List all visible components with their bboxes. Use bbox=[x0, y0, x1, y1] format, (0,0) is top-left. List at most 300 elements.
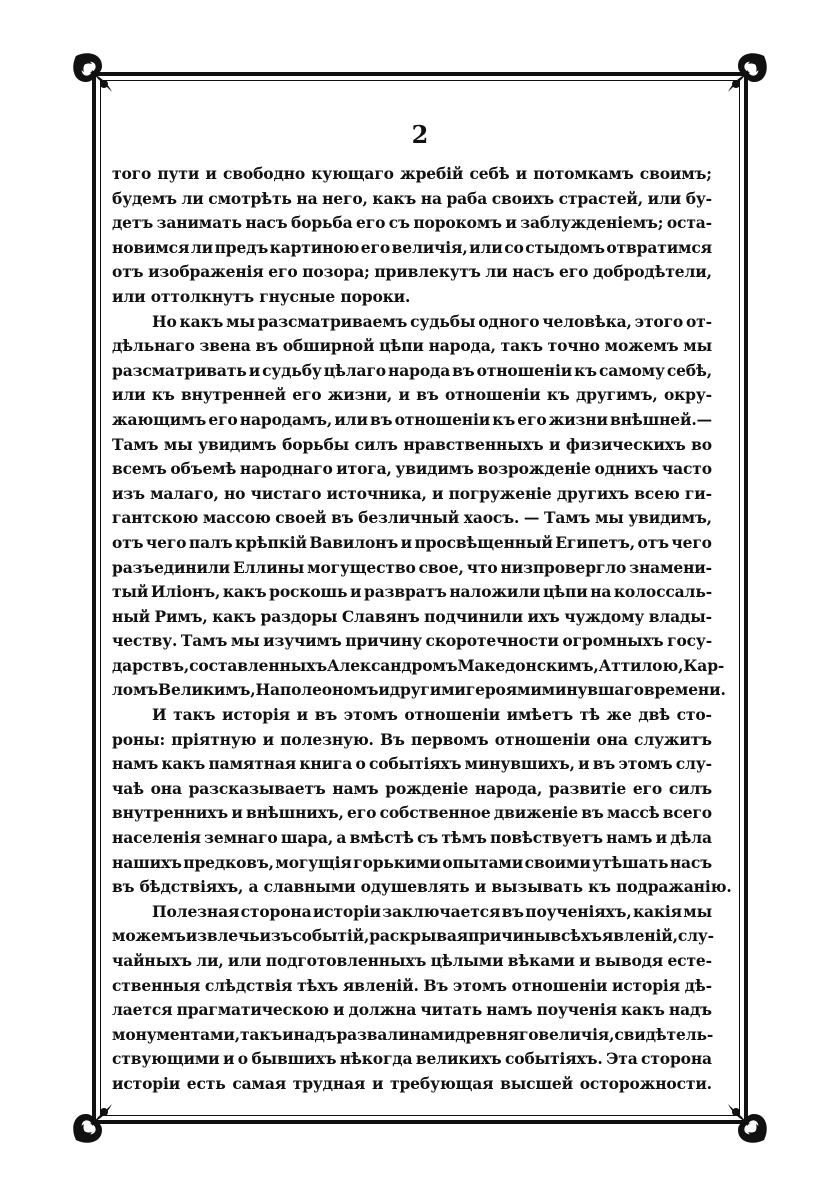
text-word: въ bbox=[314, 705, 338, 725]
text-word: причину bbox=[345, 631, 422, 651]
text-word: мы bbox=[683, 336, 712, 356]
text-word: мы bbox=[230, 631, 260, 651]
text-word: могущія bbox=[275, 852, 352, 872]
text-word: и bbox=[549, 434, 561, 454]
text-word: всемъ bbox=[112, 459, 167, 479]
text-word: Славянъ bbox=[341, 606, 420, 626]
text-word: гантскою bbox=[112, 508, 199, 528]
text-word: какъ bbox=[212, 606, 256, 626]
text-word: Но bbox=[152, 311, 177, 331]
text-word: и bbox=[400, 532, 412, 552]
text-word: намъ bbox=[486, 1000, 533, 1020]
text-line bbox=[112, 260, 712, 285]
text-word: и bbox=[350, 582, 362, 602]
text-word: требующая bbox=[390, 1073, 494, 1093]
text-word: тѣ bbox=[579, 705, 600, 725]
text-word: роны: bbox=[112, 729, 166, 749]
text-word: внутреннихъ bbox=[112, 803, 229, 823]
text-word: и bbox=[231, 803, 243, 823]
text-line bbox=[112, 433, 712, 458]
text-word: вѣками bbox=[507, 951, 575, 970]
text-word: его bbox=[292, 385, 322, 405]
text-word: намъ bbox=[332, 778, 379, 798]
text-word: раздоры bbox=[260, 606, 338, 626]
text-word: цѣлыми bbox=[430, 951, 504, 970]
text-line bbox=[112, 875, 732, 900]
text-word: него, bbox=[322, 188, 368, 208]
text-word: позора; bbox=[302, 262, 370, 282]
text-word: вмѣстѣ bbox=[349, 828, 414, 848]
text-word: въ bbox=[255, 336, 278, 356]
text-word: И bbox=[152, 705, 167, 725]
body-text bbox=[112, 162, 732, 1097]
text-word: Македонскимъ, bbox=[457, 655, 599, 675]
text-word: въ bbox=[416, 385, 439, 405]
text-word: раскрывая bbox=[369, 926, 469, 946]
text-word: оста- bbox=[666, 213, 712, 233]
text-word: памятная bbox=[208, 754, 297, 774]
text-word: тѣхъ bbox=[297, 975, 339, 995]
text-word: жизни bbox=[548, 409, 608, 429]
text-word: занимать bbox=[156, 213, 242, 233]
text-word: Еллины bbox=[232, 557, 305, 577]
text-word: служитъ bbox=[634, 729, 712, 749]
text-line bbox=[112, 605, 712, 630]
text-word: Полезная bbox=[152, 901, 240, 921]
text-word: часто bbox=[661, 459, 712, 479]
text-word: и bbox=[505, 213, 517, 233]
text-word: о bbox=[355, 754, 366, 774]
text-word: себѣ, bbox=[666, 360, 712, 380]
text-word: добродѣтели, bbox=[592, 262, 712, 282]
text-word: можемъ bbox=[112, 926, 186, 946]
text-word: увидимъ bbox=[395, 459, 474, 479]
text-word: массою bbox=[202, 508, 271, 528]
text-word: борьбы bbox=[282, 434, 350, 454]
text-word: точно bbox=[547, 336, 600, 356]
text-word: всѣхъ bbox=[550, 926, 602, 946]
text-word: движеніе bbox=[493, 803, 578, 823]
text-word: силъ bbox=[354, 434, 398, 454]
text-word: со bbox=[504, 237, 524, 257]
text-line bbox=[112, 851, 712, 876]
text-word: разсматриваемъ bbox=[257, 311, 408, 331]
text-line bbox=[112, 777, 712, 802]
text-word: звена bbox=[199, 336, 251, 356]
text-word: земнаго bbox=[204, 828, 278, 848]
text-line bbox=[112, 924, 712, 949]
text-word: исторія bbox=[221, 705, 290, 725]
text-line bbox=[112, 678, 726, 703]
text-word: сто- bbox=[676, 705, 712, 725]
text-word: насъ bbox=[512, 262, 555, 282]
text-word: изучимъ bbox=[263, 631, 342, 651]
text-line bbox=[112, 580, 712, 605]
text-word: внѣшней.— bbox=[610, 409, 712, 429]
text-word: повѣствуетъ bbox=[490, 828, 603, 848]
text-word: другимъ, bbox=[575, 385, 658, 405]
text-word: изъ bbox=[112, 483, 145, 503]
text-word: его bbox=[208, 409, 238, 429]
text-word: увидимъ bbox=[198, 434, 277, 454]
text-word: она bbox=[596, 729, 628, 749]
text-word: подчинили bbox=[424, 606, 523, 626]
text-word: отношеніи bbox=[511, 975, 608, 995]
text-word: къ bbox=[546, 385, 570, 405]
text-line bbox=[112, 654, 725, 679]
text-word: Аттилою, bbox=[598, 655, 684, 675]
text-word: намъ bbox=[606, 828, 653, 848]
text-word: новимся bbox=[112, 237, 190, 257]
text-word: тѣмъ bbox=[441, 828, 487, 848]
text-word: и bbox=[262, 729, 274, 749]
text-word: или bbox=[647, 188, 682, 208]
text-word: и bbox=[578, 754, 590, 774]
text-line bbox=[112, 752, 712, 777]
text-line-content: въ бѣдствіяхъ, а славными одушевлять и вызывать къ подражанію. bbox=[112, 877, 732, 897]
text-word: Тамъ bbox=[112, 434, 159, 454]
text-line bbox=[112, 310, 712, 335]
text-word: событіяхъ. bbox=[504, 1049, 603, 1069]
text-word: самая bbox=[232, 1073, 287, 1093]
text-word: поученіяхъ, bbox=[525, 901, 632, 921]
text-word: цѣпи bbox=[379, 336, 424, 356]
text-word: предъ bbox=[214, 237, 269, 257]
text-word: физическихъ bbox=[565, 434, 686, 454]
text-line bbox=[112, 1023, 712, 1048]
text-word: нашихъ bbox=[112, 852, 182, 872]
text-word: полезную. bbox=[280, 729, 374, 749]
text-line bbox=[112, 949, 712, 974]
text-word: внутренней bbox=[180, 385, 286, 405]
text-word: своей bbox=[275, 508, 327, 528]
text-word: Тамъ bbox=[180, 631, 228, 651]
text-word: ихъ bbox=[527, 606, 560, 626]
text-word: чего bbox=[145, 532, 187, 552]
text-word: ственныя bbox=[112, 975, 201, 995]
text-word: Великимъ, bbox=[158, 680, 256, 700]
text-word: потомкамъ bbox=[533, 164, 634, 183]
text-word: есте- bbox=[667, 951, 712, 970]
page-number: 2 bbox=[411, 120, 429, 149]
text-line-content: или оттолкнутъ гнусные пороки. bbox=[112, 286, 411, 306]
text-line bbox=[112, 359, 712, 384]
text-word: высшей bbox=[500, 1073, 573, 1093]
text-word: народнаго bbox=[239, 459, 333, 479]
text-word: такъ bbox=[500, 336, 543, 356]
text-line bbox=[112, 556, 712, 581]
text-word: какія bbox=[632, 901, 682, 921]
text-word: внѣшнихъ, bbox=[246, 803, 344, 823]
text-word: книга bbox=[299, 754, 353, 774]
text-word: монументами, bbox=[112, 1024, 240, 1044]
text-word: — bbox=[523, 508, 540, 528]
text-word: должна bbox=[348, 1000, 417, 1020]
text-word: жизни, bbox=[327, 385, 393, 405]
text-word: страстей, bbox=[558, 188, 644, 208]
text-line bbox=[112, 826, 712, 851]
text-word: и bbox=[655, 828, 667, 848]
text-word: надъ bbox=[293, 1024, 337, 1044]
text-word: выводя bbox=[594, 951, 664, 970]
text-word: его bbox=[559, 262, 589, 282]
text-word: жребій bbox=[400, 164, 464, 183]
text-word: влады- bbox=[648, 606, 712, 626]
text-word: ломъ bbox=[112, 680, 159, 700]
text-word: утѣшать bbox=[592, 852, 669, 872]
text-word: народа, bbox=[474, 778, 543, 798]
text-word: Тамъ bbox=[543, 508, 591, 528]
corner-ornament-icon bbox=[708, 1084, 772, 1148]
text-word: заключается bbox=[382, 901, 501, 921]
text-word: но bbox=[223, 483, 246, 503]
text-word: отъ bbox=[112, 532, 144, 552]
text-word: явленій, bbox=[601, 926, 678, 946]
text-word: времени. bbox=[643, 680, 726, 700]
text-word: населенія bbox=[112, 828, 201, 848]
text-word: что bbox=[466, 557, 498, 577]
text-word: цѣлаго bbox=[323, 360, 386, 380]
text-line bbox=[112, 506, 712, 531]
text-word: такъ bbox=[239, 1024, 283, 1044]
text-word: разъединили bbox=[112, 557, 230, 577]
text-word: и bbox=[515, 164, 528, 183]
text-word: или bbox=[334, 409, 368, 429]
text-word: возрожденіе bbox=[477, 459, 591, 479]
text-word: цѣпи bbox=[542, 582, 588, 602]
text-word: бывшихъ bbox=[251, 1049, 337, 1069]
text-word: же bbox=[606, 705, 632, 725]
text-line bbox=[112, 801, 712, 826]
text-word: двѣ bbox=[638, 705, 670, 725]
text-line bbox=[112, 728, 712, 753]
text-word: великихъ bbox=[415, 1049, 502, 1069]
text-word: пути bbox=[157, 164, 200, 183]
text-word: низпровергло bbox=[500, 557, 627, 577]
text-word: отъ bbox=[637, 532, 669, 552]
text-line bbox=[112, 531, 712, 556]
text-word: просвѣщенный bbox=[414, 532, 553, 552]
text-word: въ bbox=[331, 508, 354, 528]
text-word: и bbox=[205, 164, 217, 183]
text-word: и bbox=[282, 1024, 294, 1044]
text-word: другихъ bbox=[556, 483, 630, 503]
text-word: ли bbox=[485, 262, 508, 282]
text-word: какъ bbox=[372, 188, 417, 208]
text-word: ли bbox=[181, 188, 204, 208]
text-word: обширной bbox=[282, 336, 375, 356]
text-word: осторожности. bbox=[579, 1073, 712, 1093]
text-word: есть bbox=[186, 1073, 226, 1093]
text-word: она bbox=[150, 778, 182, 798]
text-word: пріятную bbox=[171, 729, 257, 749]
text-word: разсказываетъ bbox=[188, 778, 326, 798]
text-word: его bbox=[360, 237, 391, 257]
text-word: причины bbox=[468, 926, 551, 946]
text-word: или bbox=[112, 385, 146, 405]
text-word: сторона bbox=[240, 901, 312, 921]
text-word: жающимъ bbox=[112, 409, 207, 429]
text-word: въ bbox=[501, 901, 524, 921]
text-word: всею bbox=[634, 483, 680, 503]
text-word: наложили bbox=[449, 582, 541, 602]
text-word: дѣла bbox=[670, 828, 712, 848]
text-word: въ bbox=[370, 409, 393, 429]
text-word: собственное bbox=[379, 803, 491, 823]
text-word: къ bbox=[574, 360, 597, 380]
text-word: народамъ, bbox=[239, 409, 333, 429]
text-word: порокомъ bbox=[413, 213, 502, 233]
corner-ornament-icon bbox=[68, 48, 132, 112]
text-word: дарствъ, bbox=[112, 655, 190, 675]
text-word: можемъ bbox=[604, 336, 679, 356]
text-word: его bbox=[632, 778, 663, 798]
text-word: мы bbox=[683, 901, 712, 921]
text-word: безличный bbox=[358, 508, 460, 528]
text-word: событіяхъ bbox=[368, 754, 462, 774]
text-word: увидимъ, bbox=[628, 508, 712, 528]
text-word: Александромъ bbox=[326, 655, 458, 675]
text-word: Въ bbox=[423, 975, 449, 995]
text-word: и bbox=[398, 385, 410, 405]
text-word: честву. bbox=[112, 631, 178, 651]
text-word: и bbox=[579, 951, 591, 970]
text-word: развитіе bbox=[548, 778, 627, 798]
text-line bbox=[112, 383, 712, 408]
text-word: исторіи bbox=[312, 901, 381, 921]
text-word: свидѣтель- bbox=[614, 1024, 714, 1044]
text-word: поученія bbox=[536, 1000, 617, 1020]
text-word: или bbox=[227, 951, 262, 970]
text-word: смотрѣть bbox=[208, 188, 292, 208]
text-word: источника, bbox=[326, 483, 427, 503]
text-line bbox=[112, 974, 712, 999]
text-word: свободно bbox=[222, 164, 306, 183]
text-word: насъ bbox=[245, 213, 288, 233]
text-word: отношеніи bbox=[394, 409, 491, 429]
text-word: минувшаго bbox=[541, 680, 644, 700]
text-word: детъ bbox=[112, 213, 154, 233]
text-word: ный bbox=[112, 606, 150, 626]
text-word: героями bbox=[465, 680, 542, 700]
text-word: огромныхъ bbox=[562, 631, 664, 651]
text-word: ли, bbox=[196, 951, 224, 970]
text-word: какъ bbox=[222, 582, 267, 602]
text-word: кующаго bbox=[311, 164, 394, 183]
text-line bbox=[112, 1047, 712, 1072]
text-word: стыдомъ bbox=[525, 237, 605, 257]
text-word: палъ bbox=[188, 532, 233, 552]
text-word: крѣпкій bbox=[235, 532, 307, 552]
text-word: судьбы bbox=[410, 311, 476, 331]
text-word: опытами bbox=[442, 852, 524, 872]
text-word: человѣка, bbox=[542, 311, 632, 331]
text-word: ли bbox=[190, 237, 213, 257]
text-word: событій, bbox=[292, 926, 370, 946]
text-word: надъ bbox=[668, 1000, 712, 1020]
text-word: извлечь bbox=[185, 926, 260, 946]
text-word: на bbox=[420, 188, 442, 208]
text-word: первомъ bbox=[411, 729, 489, 749]
text-word: силъ bbox=[668, 778, 712, 798]
text-word: шара, bbox=[280, 828, 334, 848]
text-word: дѣльнаго bbox=[112, 336, 195, 356]
text-word: госу- bbox=[667, 631, 712, 651]
text-word: чуждому bbox=[564, 606, 645, 626]
text-word: народа bbox=[388, 360, 451, 380]
text-word: от- bbox=[685, 311, 712, 331]
text-word: исторія bbox=[611, 975, 680, 995]
text-word: объемѣ bbox=[170, 459, 237, 479]
text-word: борьба bbox=[290, 213, 353, 233]
text-word: нѣкогда bbox=[339, 1049, 413, 1069]
text-line bbox=[112, 162, 712, 187]
text-word: какъ bbox=[621, 1000, 665, 1020]
text-word: величія, bbox=[391, 237, 468, 257]
text-line bbox=[112, 482, 712, 507]
text-word: будемъ bbox=[112, 188, 177, 208]
text-word: и bbox=[333, 1000, 345, 1020]
text-word: мы bbox=[594, 508, 624, 528]
text-word: а bbox=[336, 828, 347, 848]
text-word: свое, bbox=[418, 557, 464, 577]
text-word: этомъ bbox=[452, 975, 507, 995]
text-word: могущество bbox=[307, 557, 416, 577]
text-word: подготовленныхъ bbox=[265, 951, 427, 970]
text-word: и bbox=[248, 360, 261, 380]
text-word: заблужденіемъ; bbox=[520, 213, 664, 233]
text-word: отношеніи bbox=[404, 705, 500, 725]
text-word: намъ bbox=[112, 754, 159, 774]
text-word: однихъ bbox=[594, 459, 659, 479]
text-word: къ bbox=[492, 409, 516, 429]
text-word: колоссаль- bbox=[613, 582, 712, 602]
text-line bbox=[112, 457, 712, 482]
text-word: нравственныхъ bbox=[403, 434, 544, 454]
text-word: предковъ, bbox=[183, 852, 274, 872]
text-word: Египетъ, bbox=[555, 532, 635, 552]
text-word: Эта bbox=[606, 1049, 638, 1069]
text-word: составленныхъ bbox=[189, 655, 327, 675]
text-word: скоротечности bbox=[425, 631, 559, 651]
text-word: Въ bbox=[380, 729, 405, 749]
text-word: отношеніи bbox=[444, 385, 541, 405]
text-word: знамени- bbox=[629, 557, 712, 577]
text-line bbox=[112, 900, 712, 925]
text-word: въ bbox=[581, 803, 604, 823]
text-word: изъ bbox=[259, 926, 293, 946]
text-word: ги- bbox=[684, 483, 712, 503]
text-word: одного bbox=[478, 311, 540, 331]
text-word: съ bbox=[388, 213, 410, 233]
text-line bbox=[112, 1072, 712, 1097]
text-word: древняго bbox=[455, 1024, 539, 1044]
text-word: хаосъ. bbox=[463, 508, 520, 528]
text-line bbox=[112, 236, 712, 261]
text-word: судьбу bbox=[262, 360, 322, 380]
text-word: итога, bbox=[336, 459, 392, 479]
text-word: мы bbox=[226, 311, 255, 331]
text-word: себѣ bbox=[469, 164, 510, 183]
text-word: своимъ; bbox=[639, 164, 712, 183]
text-word: какъ bbox=[179, 311, 224, 331]
text-word: величія, bbox=[538, 1024, 615, 1044]
text-word: отношеніи bbox=[476, 360, 573, 380]
text-word: бу- bbox=[685, 188, 712, 208]
text-word: народа, bbox=[428, 336, 496, 356]
text-word: раба bbox=[446, 188, 488, 208]
text-word: самому bbox=[598, 360, 665, 380]
